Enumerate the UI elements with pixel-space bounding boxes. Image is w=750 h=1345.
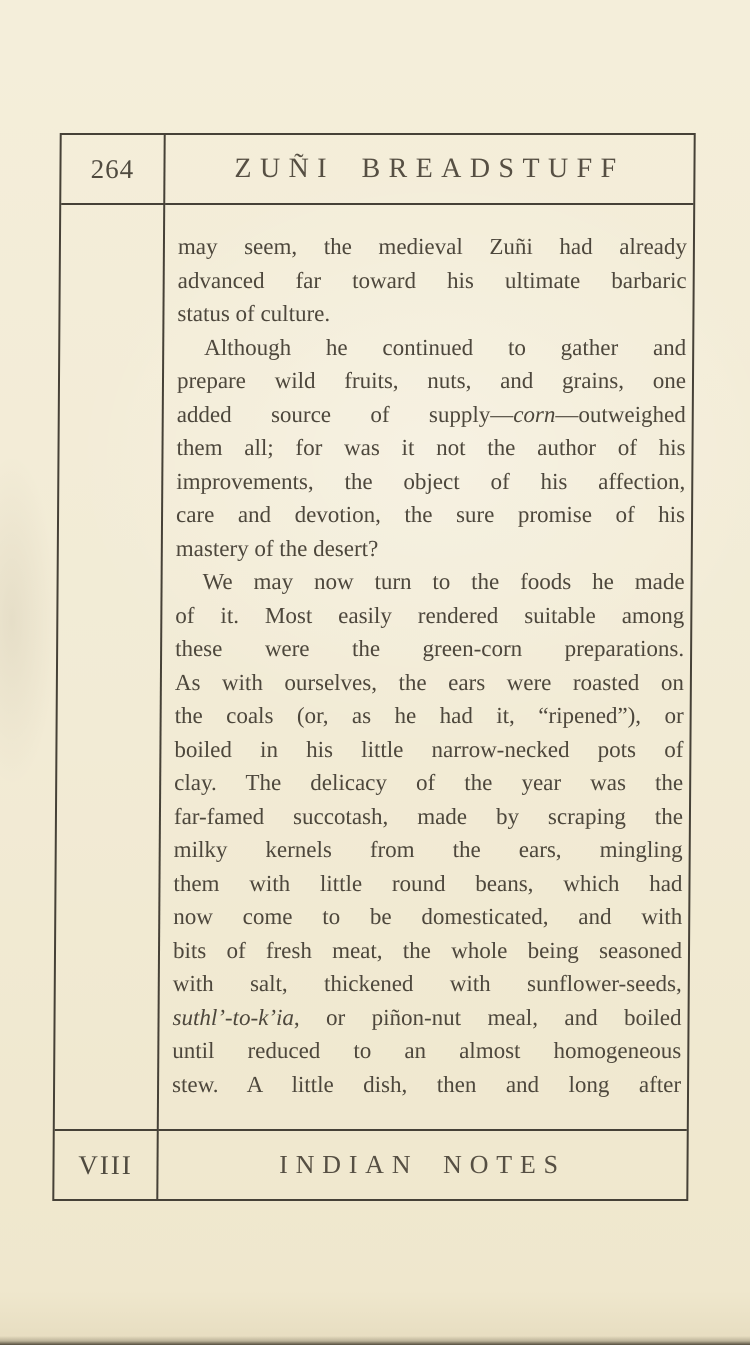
text-line: stew. A little dish, then and long after	[172, 1071, 682, 1097]
page-number: 264	[90, 153, 135, 184]
text-line: far-famed succotash, made by scraping the	[173, 803, 684, 829]
text-line: added source of supply—corn—outweighed	[176, 401, 686, 427]
text-line: We may now turn to the foods he made	[202, 569, 685, 594]
text-line: with salt, thickened with sunflower-seeds,	[172, 971, 682, 996]
text-line: now come to be domesticated, and with	[173, 904, 683, 929]
volume-number: VIII	[78, 1149, 133, 1180]
text-line: improvements, the object of his affection,	[176, 468, 686, 494]
running-title: ZUÑI BREADSTUFF	[234, 153, 625, 184]
body-text	[159, 205, 693, 1129]
text-line: bits of fresh meat, the whole being seasoned	[172, 937, 683, 963]
text-line: As with ourselves, the ears were roasted on	[174, 669, 684, 695]
text-line: boiled in his little narrow-necked pots of	[174, 736, 684, 762]
footer-journal-cell	[158, 1129, 686, 1199]
text-line: status of culture.	[177, 301, 331, 326]
left-margin-cell	[55, 205, 165, 1129]
text-line: until reduced to an almost homogeneous	[172, 1038, 682, 1063]
header-page-number-cell	[61, 135, 165, 205]
header-title-cell	[165, 135, 693, 205]
scan-bottom-edge-shadow	[0, 1336, 750, 1345]
text-line: them all; for was it not the author of his	[176, 435, 686, 460]
text-line: prepare wild fruits, nuts, and grains, one	[176, 368, 687, 393]
text-line: suthl’-to-k’ia, or piñon-nut meal, and boiled	[172, 1004, 682, 1030]
text-line: mastery of the desert?	[175, 535, 379, 561]
text-line: milky kernels from the ears, mingling	[173, 837, 683, 862]
text-line: care and devotion, the sure promise of his	[175, 502, 686, 527]
text-line: may seem, the medieval Zuñi had already	[177, 234, 688, 259]
text-line: these were the green-corn preparations.	[175, 636, 685, 661]
page-rule-frame	[52, 133, 695, 1201]
text-line: Although he continued to gather and	[204, 334, 687, 360]
text-line: them with little round beans, which had	[173, 870, 683, 896]
footer-volume-cell	[54, 1129, 158, 1199]
journal-title: INDIAN NOTES	[279, 1150, 566, 1179]
text-line: the coals (or, as he had it, “ripened”), or	[174, 703, 684, 728]
text-line: advanced far toward his ultimate barbaric	[177, 267, 687, 293]
text-line: clay. The delicacy of the year was the	[174, 770, 684, 795]
text-line: of it. Most easily rendered suitable among	[175, 602, 685, 628]
